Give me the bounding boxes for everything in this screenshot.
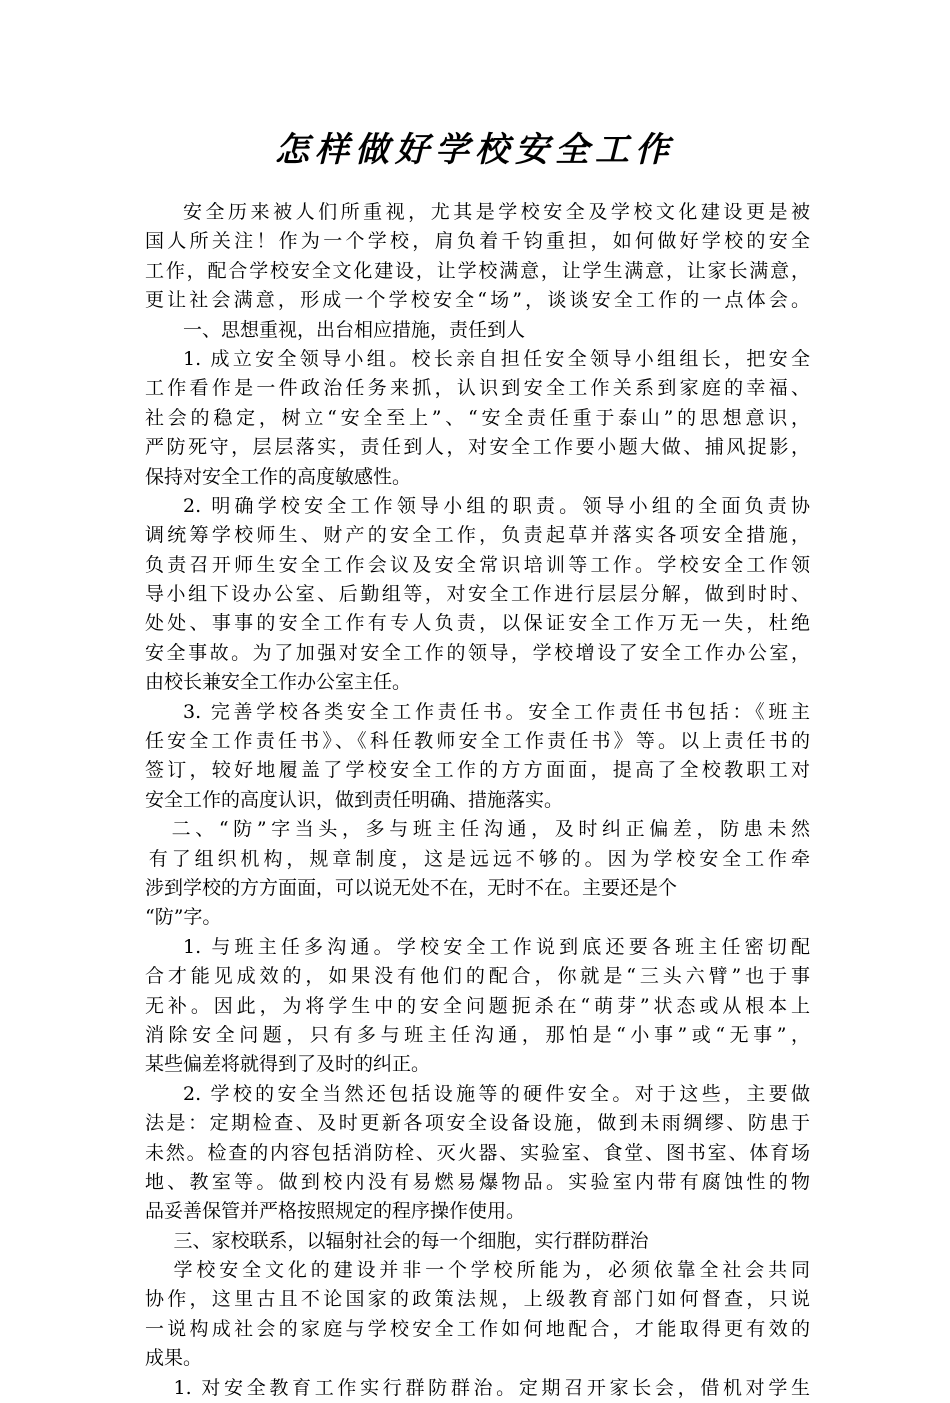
text-line: 成果。 [145,1347,203,1370]
text-line: 涉到学校的方方面面，可以说无处不在，无时不在。主要还是个 [145,876,678,899]
text-line: 调统筹学校师生、财产的安全工作，负责起草并落实各项安全措施， [145,524,810,547]
text-line: 无补。因此，为将学生中的安全问题扼杀在“萌芽”状态或从根本上 [145,994,810,1017]
text-line: 品妥善保管并严格按照规定的程序操作使用。 [145,1200,526,1223]
document-title: 怎样做好学校安全工作 [275,130,675,170]
text-line: 一说构成社会的家庭与学校安全工作如何地配合，才能取得更有效的 [145,1317,810,1340]
text-line: 安全历来被人们所重视，尤其是学校安全及学校文化建设更是被 [183,201,810,223]
text-line: 国人所关注！作为一个学校，肩负着千钧重担，如何做好学校的安全 [145,230,810,253]
text-line: 有了组织机构，规章制度，这是远远不够的。因为学校安全工作牵 [148,847,810,870]
text-line: 消除安全问题，只有多与班主任沟通，那怕是“小事”或“无事”， [145,1023,810,1046]
text-line: 更让社会满意，形成一个学校安全“场”，谈谈安全工作的一点体会。 [145,289,810,312]
text-line: 1. 对安全教育工作实行群防群治。定期召开家长会，借机对学生 [173,1376,810,1399]
text-line: 二、“防”字当头，多与班主任沟通，及时纠正偏差，防患未然 [171,818,810,841]
text-line: 三、家校联系，以辐射社会的每一个细胞，实行群防群治 [173,1229,649,1252]
text-line: 由校长兼安全工作办公室主任。 [145,671,412,694]
text-line: 3. 完善学校各类安全工作责任书。安全工作责任书包括：《班主 [183,700,810,723]
text-line: 2. 学校的安全当然还包括设施等的硬件安全。对于这些，主要做 [183,1082,810,1105]
text-line: “防”字。 [145,906,222,929]
text-line: 学校安全文化的建设并非一个学校所能为，必须依靠全社会共同 [173,1259,810,1282]
text-line: 安全事故。为了加强对安全工作的领导，学校增设了安全工作办公室， [145,641,810,664]
text-line: 负责召开师生安全工作会议及安全常识培训等工作。学校安全工作领 [145,553,810,576]
text-line: 安全工作的高度认识，做到责任明确、措施落实。 [145,788,564,811]
text-line: 工作看作是一件政治任务来抓，认识到安全工作关系到家庭的幸福、 [145,377,810,400]
text-line: 任安全工作责任书》、《科任教师安全工作责任书》等。以上责任书的 [145,730,810,753]
text-line: 1. 成立安全领导小组。校长亲自担任安全领导小组组长，把安全 [183,347,810,370]
text-line: 2. 明确学校安全工作领导小组的职责。领导小组的全面负责协 [183,494,810,517]
text-line: 工作，配合学校安全文化建设，让学校满意，让学生满意，让家长满意， [145,259,810,282]
text-line: 处处、事事的安全工作有专人负责，以保证安全工作万无一失，杜绝 [145,612,810,635]
text-line: 签订，较好地履盖了学校安全工作的方方面面，提高了全校教职工对 [145,759,810,782]
text-line: 法是：定期检查、及时更新各项安全设备设施，做到未雨绸缪、防患于 [145,1112,810,1135]
text-line: 导小组下设办公室、后勤组等，对安全工作进行层层分解，做到时时、 [145,583,810,606]
text-line: 严防死守，层层落实，责任到人，对安全工作要小题大做、捕风捉影， [145,436,810,459]
text-line: 未然。检查的内容包括消防栓、灭火器、实验室、食堂、图书室、体育场 [145,1141,810,1164]
text-line: 地、教室等。做到校内没有易燃易爆物品。实验室内带有腐蚀性的物 [145,1170,810,1193]
text-line: 社会的稳定，树立“安全至上”、“安全责任重于泰山”的思想意识， [145,406,810,429]
text-line: 一、思想重视，出台相应措施，责任到人 [183,318,526,341]
text-line: 某些偏差将就得到了及时的纠正。 [145,1053,431,1076]
text-line: 保持对安全工作的高度敏感性。 [145,465,412,488]
text-line: 1. 与班主任多沟通。学校安全工作说到底还要各班主任密切配 [183,935,810,958]
text-line: 协作，这里古且不论国家的政策法规，上级教育部门如何督查，只说 [145,1288,810,1311]
document-body [145,198,810,1403]
text-line: 合才能见成效的，如果没有他们的配合，你就是“三头六臂”也于事 [145,965,810,988]
